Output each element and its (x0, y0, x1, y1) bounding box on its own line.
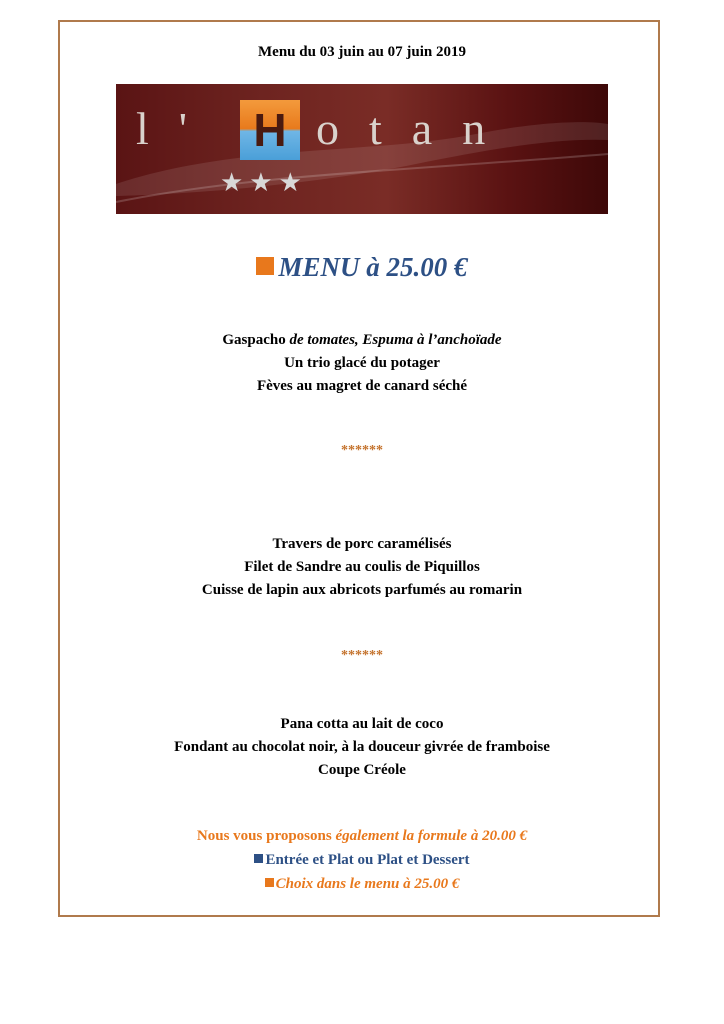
three-stars-icon: ★★★ (220, 168, 308, 198)
formula-line-1: Nous vous proposons également la formule à 20.00 € (196, 828, 528, 844)
mains-section (0, 533, 724, 602)
separator-1: ****** (341, 443, 383, 458)
main-item-3: Cuisse de lapin aux abricots parfumés au romarin (201, 582, 523, 598)
starter-item-3: Fèves au magret de canard séché (256, 378, 468, 394)
main-item-1: Travers de porc caramélisés (272, 536, 452, 552)
formula-line-2: Entrée et Plat ou Plat et Dessert (0, 848, 724, 872)
orange-square-icon (256, 257, 274, 275)
hotel-logo-banner (116, 84, 608, 214)
dessert-item-2: Fondant au chocolat noir, à la douceur givrée de framboise (174, 739, 550, 755)
main-item-2: Filet de Sandre au coulis de Piquillos (244, 559, 480, 575)
logo-text-otan: otan (316, 103, 516, 154)
starters-section (0, 329, 724, 398)
formula-section (0, 824, 724, 896)
dessert-item-3: Coupe Créole (318, 762, 406, 778)
logo-text-l: l' (136, 103, 218, 154)
blue-square-icon (254, 854, 263, 863)
desserts-section (0, 713, 724, 782)
menu-title-text: MENU à 25.00 € (278, 252, 468, 282)
dessert-item-1: Pana cotta au lait de coco (280, 716, 444, 732)
menu-date-range: Menu du 03 juin au 07 juin 2019 (258, 44, 466, 60)
logo-h-mark: H (240, 100, 300, 160)
orange-square-icon (265, 878, 274, 887)
separator-2: ****** (341, 648, 383, 663)
starter-item-2: Un trio glacé du potager (284, 355, 440, 371)
formula-line-3: Choix dans le menu à 25.00 € (0, 872, 724, 896)
menu-price-title (0, 252, 724, 283)
starter-item-1: Gaspacho de tomates, Espuma à l’anchoïade (222, 332, 502, 348)
